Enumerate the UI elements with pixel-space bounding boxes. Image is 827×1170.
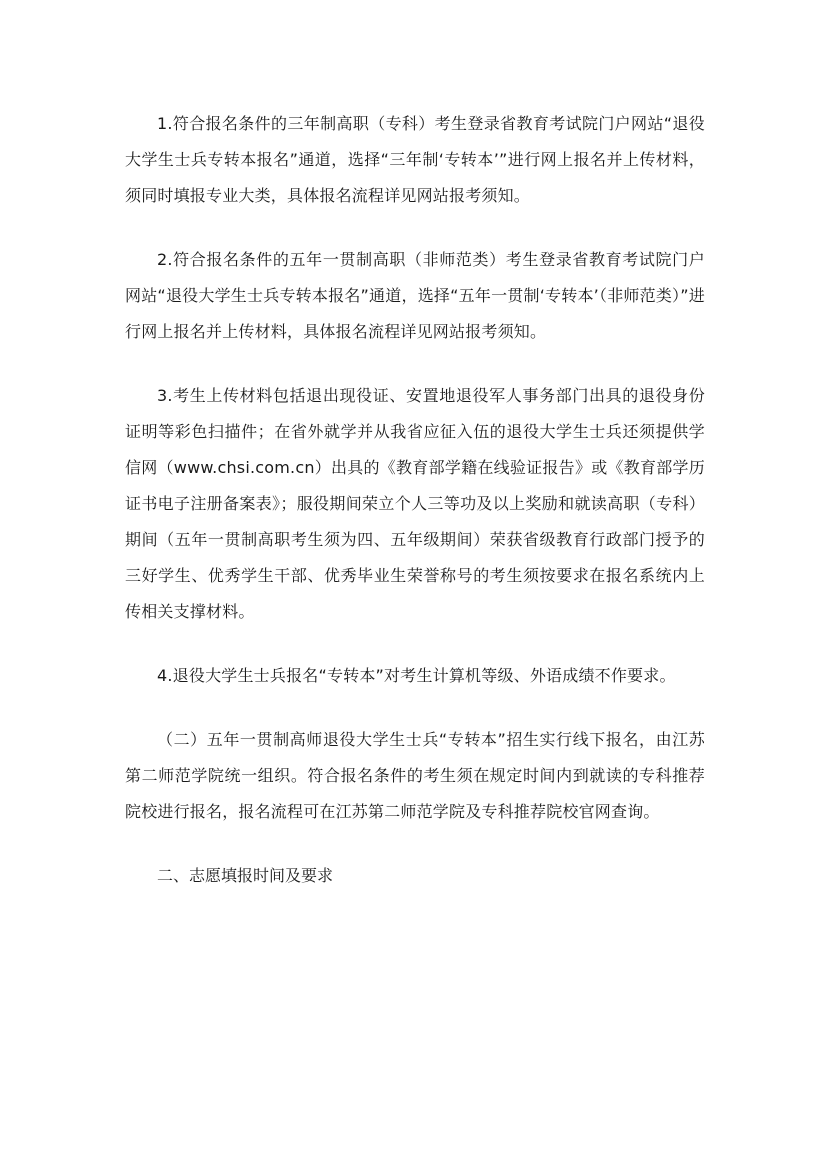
paragraph-item-4: 4.退役大学生士兵报名“专转本”对考生计算机等级、外语成绩不作要求。	[157, 666, 676, 685]
paragraph-item-3: 3.考生上传材料包括退出现役证、安置地退役军人事务部门出具的退役身份证明等彩色扫描件；在省外就学并从我省应征入伍的退役大学生士兵还须提供学信网（www.chsi.com.cn）出具的《教育部学籍在线验证报告》或《教育部学历证书电子注册备案表》；服役期间荣立个人三等功及以上奖励和就读高职（专科）期间（五年一贯制高职考生须为四、五年级期间）荣获省级教育行政部门授予的三好学生、优秀学生干部、优秀毕业生荣誉称号的考生须按要求在报名系统内上传相关支撑材料。	[125, 386, 705, 621]
paragraph-item-1: 1.符合报名条件的三年制高职（专科）考生登录省教育考试院门户网站“退役大学生士兵专转本报名”通道，选择“三年制‘专转本’”进行网上报名并上传材料，须同时填报专业大类，具体报名流程详见网站报考须知。	[125, 114, 705, 205]
section-heading: 二、志愿填报时间及要求	[157, 866, 334, 885]
document-page	[125, 106, 705, 894]
paragraph-gap	[125, 214, 705, 242]
paragraph-gap	[125, 830, 705, 858]
paragraph-gap	[125, 630, 705, 658]
paragraph-gap	[125, 350, 705, 378]
paragraph-gap	[125, 694, 705, 722]
paragraph-item-2: 2.符合报名条件的五年一贯制高职（非师范类）考生登录省教育考试院门户网站“退役大学生士兵专转本报名”通道，选择“五年一贯制‘专转本’（非师范类）”进行网上报名并上传材料，具体报名流程详见网站报考须知。	[125, 250, 705, 341]
paragraph-section-2: （二）五年一贯制高师退役大学生士兵“专转本”招生实行线下报名，由江苏第二师范学院统一组织。符合报名条件的考生须在规定时间内到就读的专科推荐院校进行报名，报名流程可在江苏第二师范学院及专科推荐院校官网查询。	[125, 730, 705, 821]
